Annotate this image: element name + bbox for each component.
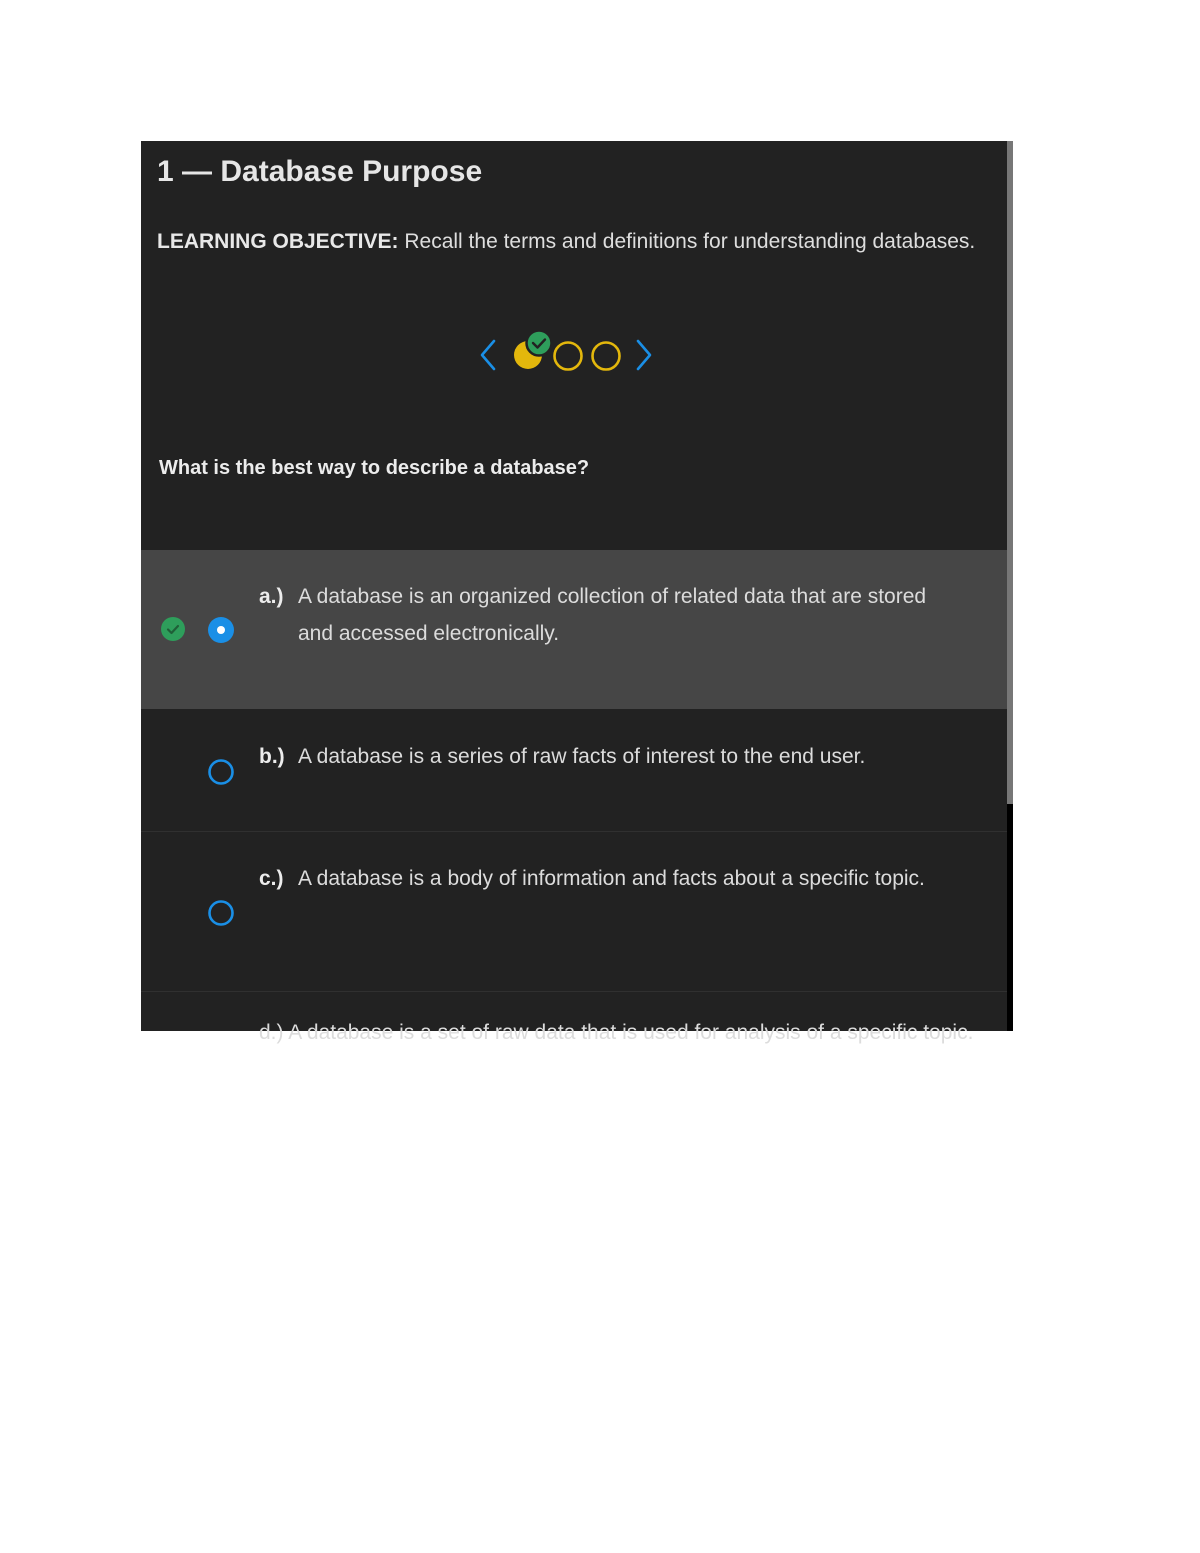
option-b-text	[259, 738, 959, 775]
scrollbar-thumb[interactable]	[1007, 141, 1013, 804]
option-c-body: A database is a body of information and facts about a specific topic.	[298, 867, 925, 890]
page-title: 1 — Database Purpose	[157, 155, 483, 188]
scrollbar-track[interactable]	[1007, 141, 1013, 1031]
option-divider	[141, 991, 1007, 992]
learning-objective	[157, 225, 987, 259]
objective-label: LEARNING OBJECTIVE:	[157, 230, 399, 253]
chevron-right-icon[interactable]	[631, 337, 655, 373]
objective-text: Recall the terms and definitions for understanding databases.	[398, 230, 976, 253]
question-text: What is the best way to describe a database?	[159, 457, 590, 479]
radio-unselected-icon[interactable]	[208, 900, 234, 926]
correct-check-icon	[161, 617, 185, 641]
option-d-body: A database is a set of raw data that is used for analysis of a specific topic.	[288, 1021, 974, 1044]
quiz-screenshot	[141, 141, 1013, 1044]
answer-option-d-cutoff[interactable]	[259, 1021, 974, 1044]
chevron-left-icon[interactable]	[477, 337, 501, 373]
option-d-letter: d.)	[259, 1021, 284, 1044]
radio-unselected-icon[interactable]	[208, 759, 234, 785]
option-a-body: A database is an organized collection of related data that are stored and accessed electronically.	[298, 585, 927, 645]
option-b-letter: b.)	[259, 745, 285, 768]
answer-option-c[interactable]	[141, 832, 1007, 992]
answer-option-a[interactable]	[141, 550, 1007, 709]
page-dot-3[interactable]	[589, 339, 623, 373]
radio-selected-icon[interactable]	[208, 617, 234, 643]
question-pager	[477, 327, 657, 379]
answer-option-b[interactable]	[141, 709, 1007, 832]
page-dot-1-current[interactable]	[511, 327, 555, 373]
option-b-body: A database is a series of raw facts of interest to the end user.	[298, 745, 866, 768]
option-a-text	[259, 578, 959, 652]
option-c-letter: c.)	[259, 867, 284, 890]
page-dot-2[interactable]	[551, 339, 585, 373]
option-c-text	[259, 860, 959, 897]
option-a-letter: a.)	[259, 585, 284, 608]
